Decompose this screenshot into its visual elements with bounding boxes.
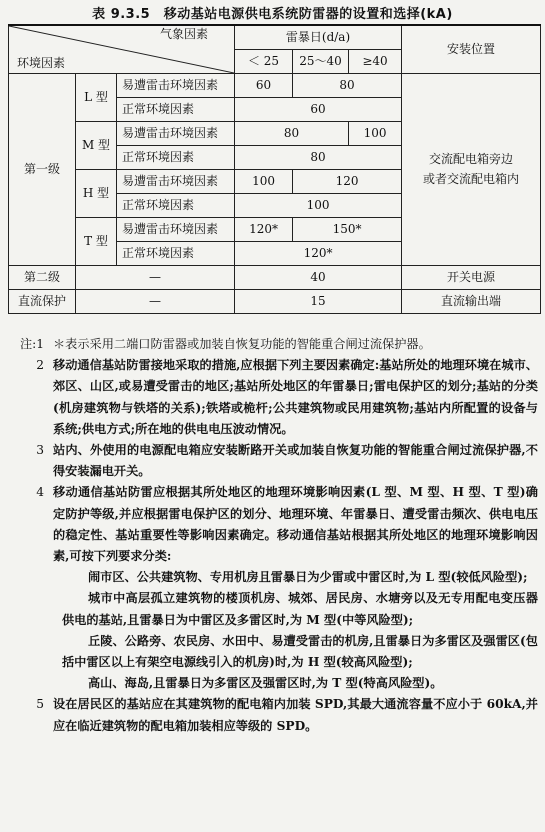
notes-section (8, 334, 538, 737)
value-cell: 80 (235, 146, 402, 170)
value-cell: 120* (235, 242, 402, 266)
level1-location (402, 74, 541, 266)
note-subitem: 高山、海岛,且雷暴日为多雷区及强雷区时,为 T 型(特高风险型)。 (88, 676, 443, 691)
table-row (9, 266, 541, 290)
col-25-40: 25～40 (293, 50, 349, 74)
note-text: 移动通信基站防雷接地采取的措施,应根据下列主要因素确定:基站所处的地理环境在城市、郊区、山区,或易遭受雷击的地区;基站所处地区的年雷暴日;雷电保护区的划分;基站的分类(机房建筑物与铁塔的关系);铁塔或桅杆;公共建筑物或民用建筑物;基站内所配置的设备与系统;供电方式;所在地的供电电压波动情况。 (53, 358, 538, 436)
level2-label: 第二级 (9, 266, 76, 290)
note-subitem: 城市中高层孤立建筑物的楼顶机房、城郊、居民房、水塘旁以及无专用配电变压器供电的基站,且雷暴日为中雷区及多雷区时,为 M 型(中等风险型); (62, 591, 538, 627)
factor-label: 正常环境因素 (117, 194, 235, 218)
value-cell: 15 (235, 290, 402, 314)
dash-cell: — (76, 266, 235, 290)
value-cell: 100 (235, 194, 402, 218)
note-item (8, 694, 538, 736)
note-subitem: 闹市区、公共建筑物、专用机房且雷暴日为少雷或中雷区时,为 L 型(较低风险型); (88, 570, 528, 585)
note-item (8, 355, 538, 440)
factor-label: 正常环境因素 (117, 242, 235, 266)
notes-prefix: 注: (19, 337, 37, 351)
level1-label: 第一级 (9, 74, 76, 266)
level2-location: 开关电源 (402, 266, 541, 290)
factor-label: 正常环境因素 (117, 98, 235, 122)
factor-label: 易遭雷击环境因素 (117, 218, 235, 242)
value-cell: 60 (235, 98, 402, 122)
note-text: 移动通信基站防雷应根据其所处地区的地理环境影响因素(L 型、M 型、H 型、T 型)确定防护等级,并应根据雷电保护区的划分、地理环境、年雷暴日、遭受雷击频次、供电电压的稳定性、基站重要性等影响因素确定。移动通信基站根据其所处地区的地理环境影响因素,可按下列要求分类: (53, 485, 538, 564)
value-cell: 40 (235, 266, 402, 290)
table-row (9, 74, 541, 98)
dc-location: 直流输出端 (402, 290, 541, 314)
type-label: M 型 (76, 122, 117, 170)
factor-label: 易遭雷击环境因素 (117, 170, 235, 194)
col-lt25: ＜ 25 (235, 50, 293, 74)
location-line: 或者交流配电箱内 (423, 171, 520, 186)
table-title: 表 9.3.5 移动基站电源供电系统防雷器的设置和选择(kA) (92, 7, 453, 22)
note-item (8, 482, 538, 567)
value-cell: 120* (235, 218, 293, 242)
value-cell: 60 (235, 74, 293, 98)
type-label: H 型 (76, 170, 117, 218)
spd-table (8, 24, 541, 314)
header-row-1 (9, 25, 541, 50)
value-cell: 100 (349, 122, 402, 146)
value-cell: 120 (293, 170, 402, 194)
header-diagonal-cell (9, 25, 235, 74)
value-cell: 100 (235, 170, 293, 194)
install-location-header: 安装位置 (402, 25, 541, 74)
note-text: 设在居民区的基站应在其建筑物的配电箱内加装 SPD,其最大通流容量不应小于 60kA,并应在临近建筑物的配电箱加装相应等级的 SPD。 (53, 697, 538, 733)
note-text: ＊表示采用二端口防雷器或加装自恢复功能的智能重合闸过流保护器。 (53, 337, 431, 351)
note-subitem: 丘陵、公路旁、农民房、水田中、易遭受雷击的机房,且雷暴日为多雷区及强雷区(包括中雷区以上有架空电源线引入的机房)时,为 H 型(较高风险型); (62, 633, 538, 670)
factor-label: 易遭雷击环境因素 (117, 122, 235, 146)
value-cell: 80 (293, 74, 402, 98)
thunder-days-header: 雷暴日(d/a) (235, 25, 402, 50)
env-factor-label: 环境因素 (17, 55, 66, 70)
value-cell: 150* (293, 218, 402, 242)
dc-label: 直流保护 (9, 290, 76, 314)
note-number: 4 (36, 485, 44, 500)
factor-label: 正常环境因素 (117, 146, 235, 170)
note-number: 5 (36, 697, 44, 712)
note-number: 3 (36, 443, 44, 458)
table-row (9, 290, 541, 314)
col-ge40: ≥40 (349, 50, 402, 74)
location-line: 交流配电箱旁边 (429, 152, 514, 167)
type-label: L 型 (76, 74, 117, 122)
note-text: 站内、外使用的电源配电箱应安装断路开关或加装自恢复功能的智能重合闸过流保护器,不得安装漏电开关。 (53, 443, 538, 479)
value-cell: 80 (235, 122, 349, 146)
factor-label: 易遭雷击环境因素 (117, 74, 235, 98)
note-item (8, 334, 538, 355)
dash-cell: — (76, 290, 235, 314)
note-number: 1 (36, 337, 44, 351)
weather-factor-label: 气象因素 (160, 27, 209, 41)
note-number: 2 (36, 358, 44, 373)
type-label: T 型 (76, 218, 117, 266)
note-item (8, 440, 538, 482)
